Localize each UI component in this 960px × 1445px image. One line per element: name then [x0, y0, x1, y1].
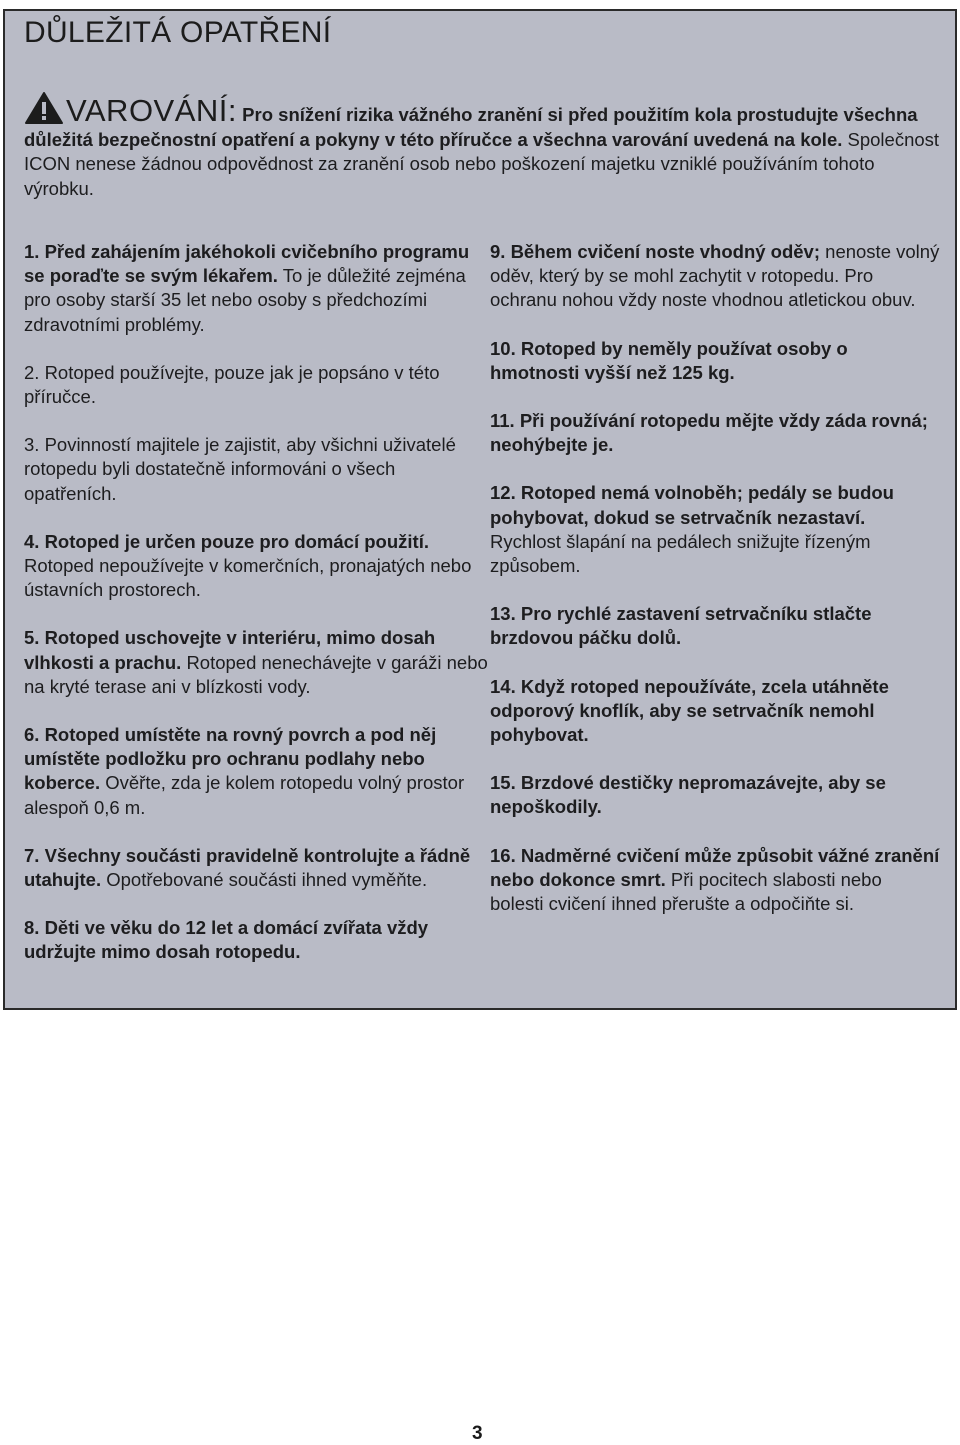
list-item: 7. Všechny součásti pravidelně kontrolujte a řádně utahujte. Opotřebované součásti ihned vyměňte.	[24, 844, 471, 891]
list-item: 15. Brzdové destičky nepromazávejte, aby se nepoškodily.	[490, 772, 886, 818]
list-item: 8. Děti ve věku do 12 let a domácí zvířata vždy udržujte mimo dosah rotopedu.	[24, 917, 429, 963]
list-item: 13. Pro rychlé zastavení setrvačníku stlačte brzdovou páčku dolů.	[490, 603, 872, 649]
warning-block	[24, 91, 949, 201]
list-item: 9. Během cvičení noste vhodný oděv; nenoste volný oděv, který by se mohl zachytit v rotopedu. Pro ochranu nohou vždy noste vhodnou atletickou obuv.	[490, 241, 940, 311]
warning-label: VAROVÁNÍ:	[66, 93, 238, 128]
right-column	[490, 240, 940, 940]
list-item: 6. Rotoped umístěte na rovný povrch a pod něj umístěte podložku pro ochranu podlahy nebo koberce. Ověřte, zda je kolem rotopedu volný prostor alespoň 0,6 m.	[24, 724, 465, 818]
warning-text-normal: Společnost ICON nenese žádnou odpovědnost za zranění osob nebo poškození majetku vzniklé používáním tohoto výrobku.	[24, 128, 940, 199]
left-column	[24, 240, 489, 989]
warning-triangle-icon	[24, 91, 64, 125]
list-item: 1. Před zahájením jakéhokoli cvičebního programu se poraďte se svým lékařem. To je důležité zejména pro osoby starší 35 let nebo osoby s předchozími zdravotními problémy.	[24, 241, 470, 335]
list-item: 12. Rotoped nemá volnoběh; pedály se budou pohybovat, dokud se setrvačník nezastaví. Rychlost šlapání na pedálech snižujte řízeným způsobem.	[490, 482, 894, 577]
warning-text-bold: Pro snížení rizika vážného zranění si před použitím kola prostudujte všechna důležitá bezpečnostní opatření a pokyny v této příručce a všechna varování uvedená na kole.	[24, 104, 918, 150]
list-item: 3. Povinností majitele je zajistit, aby všichni uživatelé rotopedu byli dostatečně informováni o všech opatřeních.	[24, 434, 456, 504]
list-item: 10. Rotoped by neměly používat osoby o hmotnosti vyšší než 125 kg.	[490, 337, 848, 383]
page-number: 3	[472, 1423, 483, 1444]
list-item: 4. Rotoped je určen pouze pro domácí použití. Rotoped nepoužívejte v komerčních, pronajatých nebo ústavních prostorech.	[24, 530, 472, 601]
list-item: 2. Rotoped používejte, pouze jak je popsáno v této příručce.	[24, 361, 440, 408]
page-title: DŮLEŽITÁ OPATŘENÍ	[24, 16, 332, 49]
list-item: 11. Při používání rotopedu mějte vždy záda rovná; neohýbejte je.	[490, 410, 928, 456]
safety-panel	[3, 9, 957, 1010]
list-item: 14. Když rotoped nepoužíváte, zcela utáhněte odporový knoflík, aby se setrvačník nemohl pohybovat.	[490, 675, 889, 746]
list-item: 5. Rotoped uschovejte v interiéru, mimo dosah vlhkosti a prachu. Rotoped nenechávejte v garáži nebo na kryté terase ani v blízkosti vody.	[24, 627, 488, 697]
list-item: 16. Nadměrné cvičení může způsobit vážné zranění nebo dokonce smrt. Při pocitech slabosti nebo bolesti cvičení ihned přerušte a odpočiňte si.	[490, 844, 940, 915]
